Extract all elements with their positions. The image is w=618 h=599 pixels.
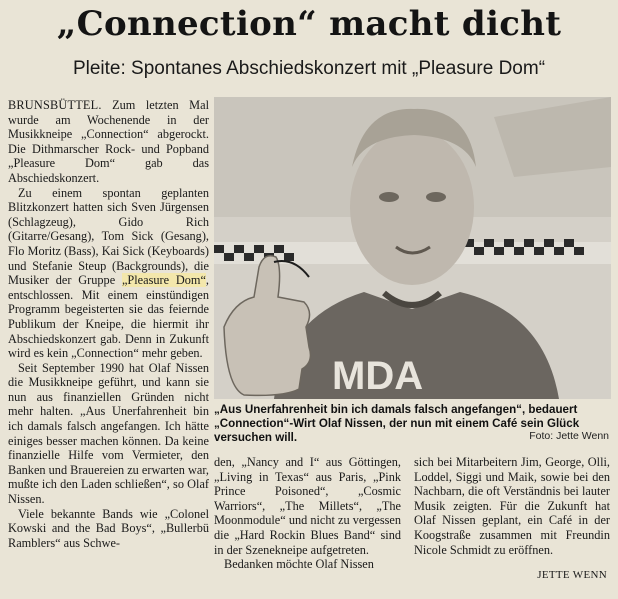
shirt-lettering: MDA	[332, 354, 424, 398]
paragraph-2: Zu einem spontan geplanten Blitzkonzert hatten sich Sven Jürgensen (Schlagzeug), Gido Rich (Gitarre/Gesang), Tom Sick (Gesang), Flo Moritz (Bass), Kai Sick (Keyboards) und Stefanie Steup (Backgrounds), die Musiker der Gruppe „Pleasure Dom“, entschlossen. Mit einem einstündigen Programm begeisterten sie das feiernde Publikum der Kneipe, die hiermit ihr Abschiedskonzert gab. Denn in Zukunft wird es kein „Connection“ mehr geben.	[8, 185, 209, 361]
paragraph-4: Viele bekannte Bands wie „Colonel Kowski and the Bad Boys“, „Bullerbü Ramblers“ aus Schwe-	[8, 506, 209, 550]
headline: „Connection“ macht dicht	[56, 4, 562, 44]
article-column-2	[214, 455, 401, 572]
portrait-illustration	[214, 97, 611, 399]
band-name-highlight: „Pleasure Dom“	[121, 273, 206, 288]
subheadline: Pleite: Spontanes Abschiedskonzert mit „Pleasure Dom“	[72, 58, 546, 79]
paragraph-6: Bedanken möchte Olaf Nissen	[224, 557, 374, 572]
photo-credit: Foto: Jette Wenn	[529, 430, 609, 442]
paragraph-1: BRUNSBÜTTEL. Zum letzten Mal wurde am Wochenende in der Musikkneipe „Connection“ abgerockt. Die Dithmarscher Rock- und Popband „Pleasure Dom“ gab das Abschiedskonzert.	[8, 98, 209, 185]
article-column-1	[8, 98, 209, 550]
paragraph-7: sich bei Mitarbeitern Jim, George, Olli, Loddel, Siggi und Maik, sowie bei den Nachbarn, die oft Verständnis bei lauter Musik zeigten. Für die Zukunft hat Olaf Nissen geplant, ein Café in der Koogstraße zusammen mit Freundin Nicole Schmidt zu eröffnen.	[414, 455, 610, 557]
paragraph-3: Seit September 1990 hat Olaf Nissen die Musikkneipe geführt, und kann sie nun aus finanziellen Gründen nicht mehr halten. „Aus Unerfahrenheit bin ich damals falsch angefangen. Ich hätte einiges besser machen können. Da keine finanzielle Hilfe vom Vermieter, den Banken und Brauereien zu erwarten war, mußte ich den Laden schließen“, so Olaf Nissen.	[8, 360, 209, 507]
photo-caption: „Aus Unerfahrenheit bin ich damals falsch angefangen“, bedauert „Connection“-Wirt Olaf Nissen, der nun mit einem Café sein Glück versuchen will.	[214, 403, 580, 444]
author-byline: JETTE WENN	[537, 569, 607, 581]
article-photo	[214, 97, 611, 399]
article-column-3	[414, 455, 610, 557]
dateline: BRUNSBÜTTEL.	[8, 98, 102, 112]
paragraph-5: den, „Nancy and I“ aus Göttingen, „Living in Texas“ aus Paris, „Pink Prince Poisoned“, „Cosmic Warriors“, „The Millets“, „The Moonmodule“ und nicht zu vergessen die „Hard Rockin Blues Band“ sind in der Szenekneipe aufgetreten.	[214, 455, 401, 557]
